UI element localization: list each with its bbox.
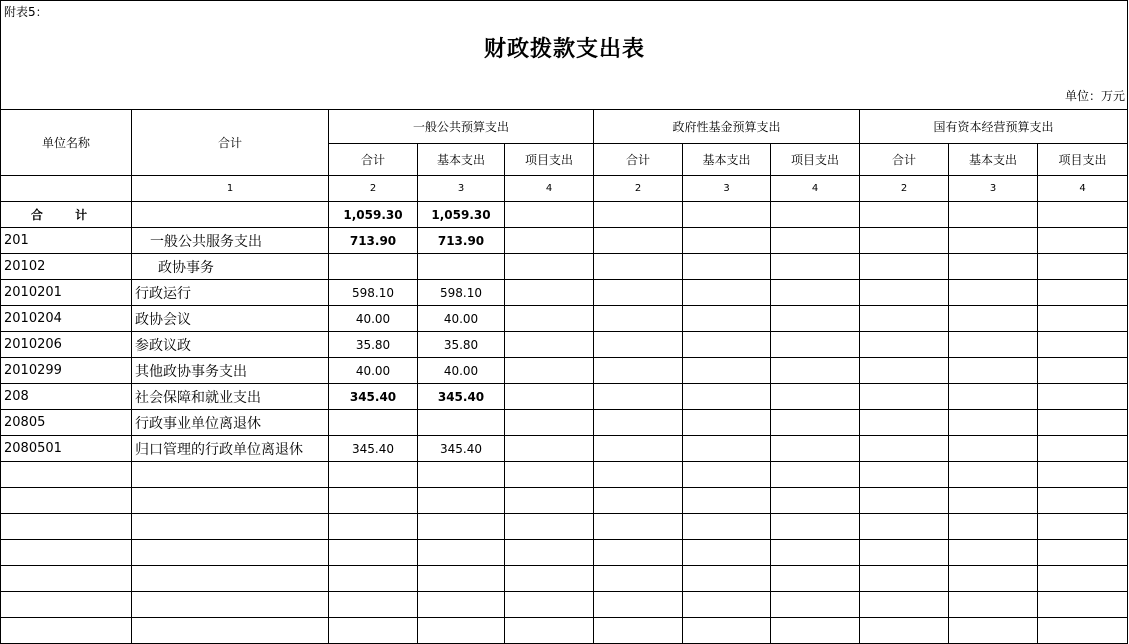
row-name: 行政事业单位离退休 [132,410,329,436]
row-general-total: 40.00 [329,358,418,384]
table-row [1,436,1128,462]
index-cell: 4 [505,176,594,202]
empty-row [1,566,1128,592]
header-capital-project: 项目支出 [1038,144,1128,176]
row-general-total: 35.80 [329,332,418,358]
row-general-total: 345.40 [329,384,418,410]
table-row [1,254,1128,280]
row-general-total: 598.10 [329,280,418,306]
expenditure-table [0,109,1128,644]
row-general-basic [418,254,505,280]
row-general-basic: 40.00 [418,358,505,384]
total-general-basic: 1,059.30 [418,202,505,228]
row-name: 社会保障和就业支出 [132,384,329,410]
row-code: 208 [1,384,132,410]
header-general-project: 项目支出 [505,144,594,176]
row-name: 政协会议 [132,306,329,332]
row-code: 2010299 [1,358,132,384]
table-row [1,332,1128,358]
row-name: 归口管理的行政单位离退休 [132,436,329,462]
appendix-note: 附表5： [4,5,48,19]
row-code: 2010201 [1,280,132,306]
row-general-total: 713.90 [329,228,418,254]
unit-label: 单位：万元 [1064,89,1125,103]
row-name: 行政运行 [132,280,329,306]
header-fund-total: 合计 [594,144,683,176]
table-row [1,306,1128,332]
table-row [1,384,1128,410]
row-general-basic: 345.40 [418,436,505,462]
row-code: 2010204 [1,306,132,332]
header-fund-project: 项目支出 [771,144,860,176]
index-cell: 3 [418,176,505,202]
row-code: 20102 [1,254,132,280]
row-name: 参政议政 [132,332,329,358]
index-cell: 3 [949,176,1038,202]
row-general-total: 345.40 [329,436,418,462]
empty-row [1,488,1128,514]
page-title: 财政拨款支出表 [483,36,645,62]
row-name: 政协事务 [132,254,329,280]
total-general-total: 1,059.30 [329,202,418,228]
empty-row [1,540,1128,566]
header-capital-basic: 基本支出 [949,144,1038,176]
total-col1 [132,202,329,228]
table-row [1,280,1128,306]
empty-row [1,462,1128,488]
index-row [1,176,1128,202]
index-cell: 1 [132,176,329,202]
row-general-total: 40.00 [329,306,418,332]
index-cell: 4 [1038,176,1128,202]
row-general-basic: 713.90 [418,228,505,254]
total-row [1,202,1128,228]
row-code: 201 [1,228,132,254]
row-general-basic [418,410,505,436]
table-row [1,410,1128,436]
index-cell: 2 [329,176,418,202]
row-general-total [329,410,418,436]
index-cell: 4 [771,176,860,202]
row-general-basic: 40.00 [418,306,505,332]
row-general-basic: 35.80 [418,332,505,358]
index-cell: 3 [683,176,771,202]
row-general-basic: 345.40 [418,384,505,410]
row-code: 2080501 [1,436,132,462]
header-general-total: 合计 [329,144,418,176]
index-cell: 2 [860,176,949,202]
header-general-budget: 一般公共预算支出 [329,110,594,144]
index-cell: 2 [594,176,683,202]
header-fund-basic: 基本支出 [683,144,771,176]
row-general-total [329,254,418,280]
row-name: 其他政协事务支出 [132,358,329,384]
header-total: 合计 [132,110,329,176]
row-code: 2010206 [1,332,132,358]
header-capital-budget: 国有资本经营预算支出 [860,110,1128,144]
row-general-basic: 598.10 [418,280,505,306]
table-row [1,228,1128,254]
empty-row [1,514,1128,540]
header-unit-name: 单位名称 [1,110,132,176]
header-fund-budget: 政府性基金预算支出 [594,110,860,144]
header-capital-total: 合计 [860,144,949,176]
table-row [1,358,1128,384]
row-code: 20805 [1,410,132,436]
index-cell [1,176,132,202]
empty-row [1,592,1128,618]
total-label: 合 计 [1,202,132,228]
header-general-basic: 基本支出 [418,144,505,176]
row-name: 一般公共服务支出 [132,228,329,254]
empty-row [1,618,1128,644]
